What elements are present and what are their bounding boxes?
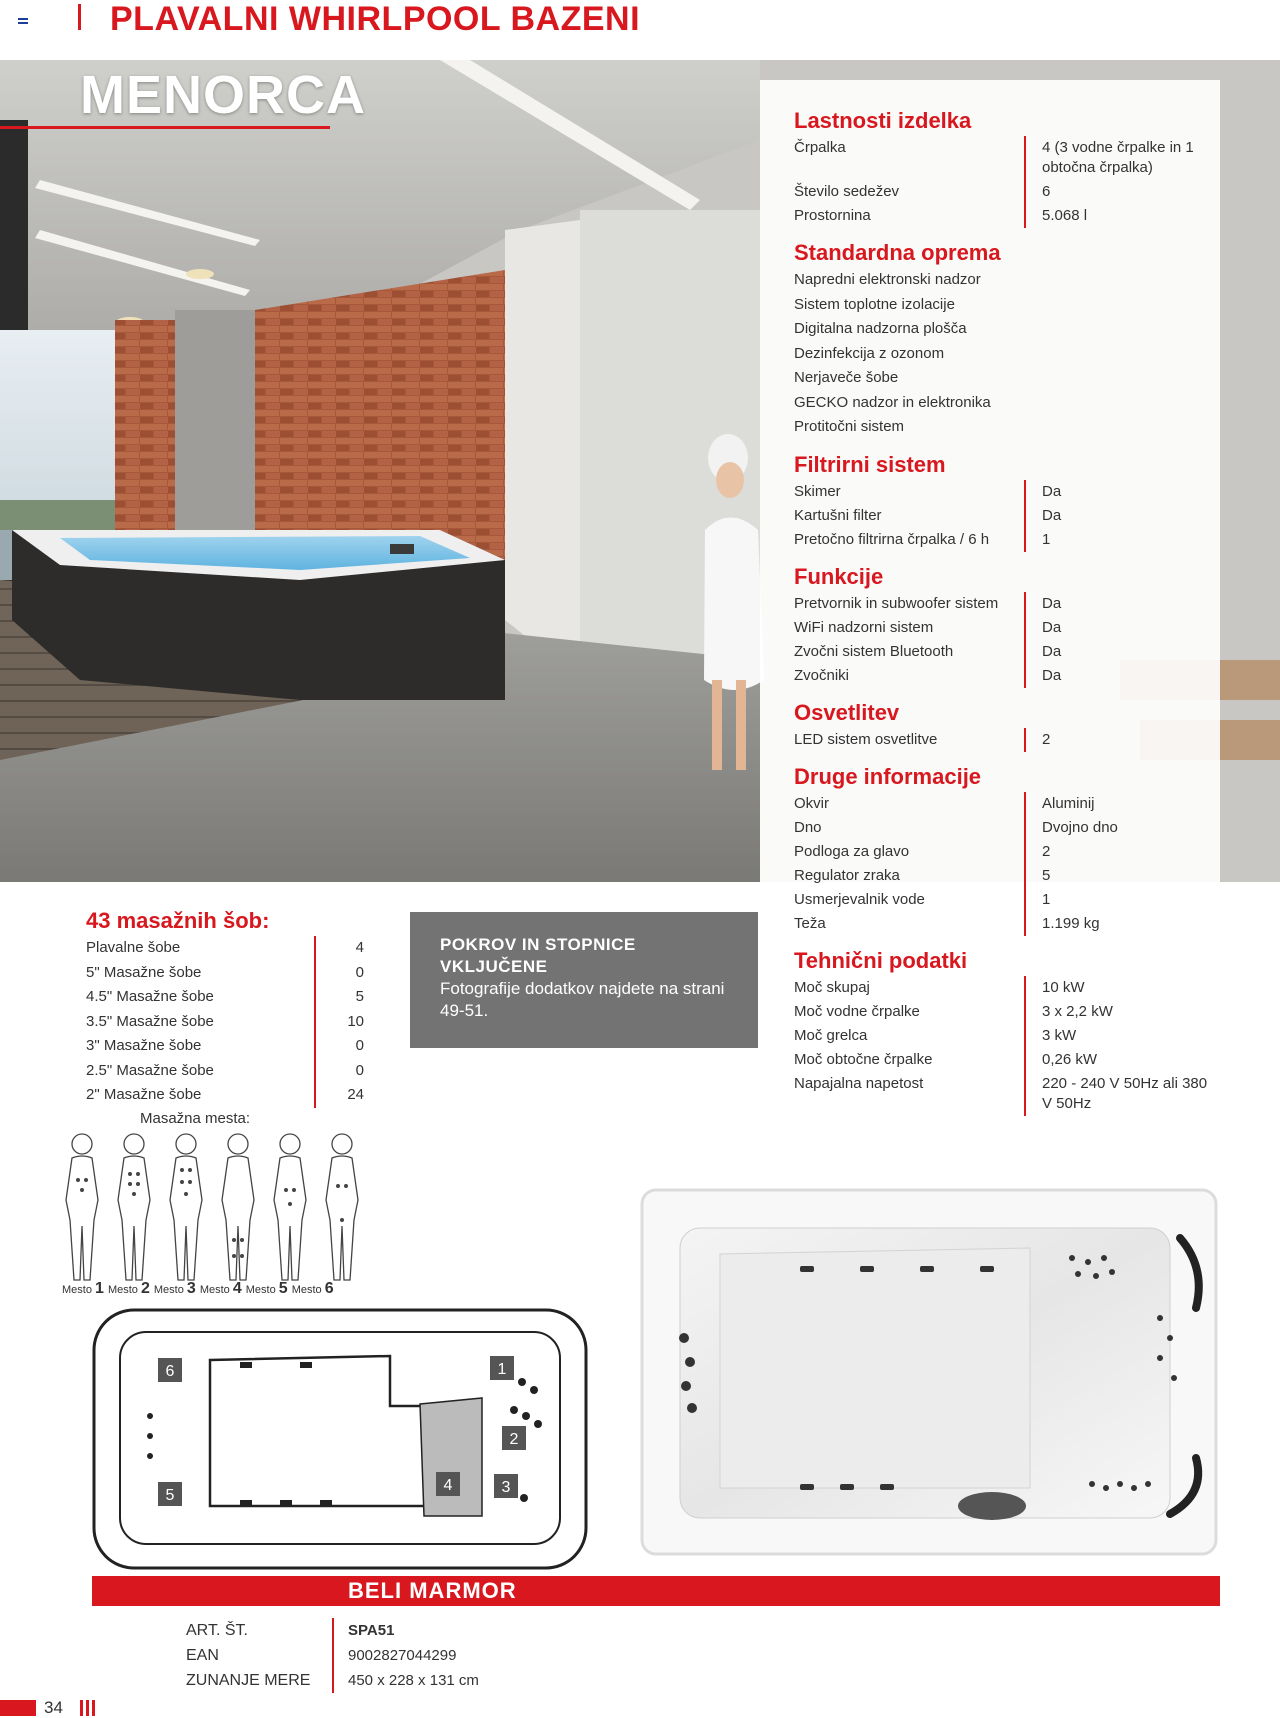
- list-item: Sistem toplotne izolacije: [794, 295, 955, 313]
- jet-row: [86, 961, 366, 986]
- spec-panel: [760, 80, 1220, 1112]
- seat-word: Mesto: [153, 1284, 184, 1296]
- jet-row: [86, 1034, 366, 1059]
- pool-layout-diagram: [90, 1306, 590, 1572]
- jet-key: 2.5" Masažne šobe: [86, 1061, 214, 1079]
- jet-row: [86, 985, 366, 1010]
- jet-value: 0: [314, 1034, 366, 1059]
- jet-value: 10: [314, 1010, 366, 1035]
- article-value: 450 x 228 x 131 cm: [332, 1668, 479, 1693]
- spec-key: Skimer: [794, 482, 841, 500]
- diagram-seat-4: 4: [443, 1477, 453, 1494]
- list-item: GECKO nadzor in elektronika: [794, 393, 991, 411]
- article-key: ZUNANJE MERE: [186, 1672, 311, 1689]
- spec-key: Pretvornik in subwoofer sistem: [794, 594, 999, 612]
- spec-key: Teža: [794, 914, 826, 932]
- spec-value: Dvojno dno: [1024, 816, 1214, 840]
- spec-key: Zvočniki: [794, 666, 850, 684]
- spec-key: Moč skupaj: [794, 978, 870, 996]
- seat-number: 2: [140, 1280, 150, 1297]
- spec-row: [794, 640, 1214, 664]
- spec-row: [794, 504, 1214, 528]
- spec-key: Napajalna napetost: [794, 1074, 924, 1092]
- seat-number: 1: [95, 1280, 104, 1297]
- spec-key: Moč grelca: [794, 1026, 868, 1044]
- jet-value: 4: [314, 936, 366, 961]
- spec-row: [794, 912, 1214, 936]
- jet-key: 5" Masažne šobe: [86, 963, 202, 981]
- cover-title-line1: POKROV IN STOPNICE: [440, 935, 636, 954]
- article-row: [186, 1643, 686, 1668]
- spec-row: [794, 816, 1214, 840]
- spec-key: Pretočno filtrirna črpalka / 6 h: [794, 530, 990, 548]
- spec-value: 3 x 2,2 kW: [1024, 1000, 1214, 1024]
- jet-row: [86, 1083, 366, 1108]
- spec-value: 5.068 l: [1024, 204, 1214, 228]
- spec-value: Da: [1024, 664, 1214, 688]
- spec-row: [794, 976, 1214, 1000]
- article-value: SPA51: [332, 1618, 394, 1643]
- jets-title: 43 masažnih šob:: [86, 908, 270, 933]
- spec-key: Zvočni sistem Bluetooth: [794, 642, 954, 660]
- spec-value: Da: [1024, 592, 1214, 616]
- jet-key: 3.5" Masažne šobe: [86, 1012, 214, 1030]
- body-figures-icon: [52, 1130, 382, 1300]
- jet-key: 4.5" Masažne šobe: [86, 988, 214, 1005]
- seat-word: Mesto: [245, 1284, 276, 1296]
- spec-value: 3 kW: [1024, 1024, 1214, 1048]
- spec-row: [794, 864, 1214, 888]
- spec-value: Da: [1024, 640, 1214, 664]
- spec-key: Moč vodne črpalke: [794, 1002, 920, 1020]
- spec-row: [794, 1024, 1214, 1048]
- spec-value: 220 - 240 V 50Hz ali 380 V 50Hz: [1024, 1072, 1214, 1116]
- article-value: 9002827044299: [332, 1643, 456, 1668]
- massage-seats-label: Masažna mesta:: [140, 1110, 251, 1127]
- spec-key: Prostornina: [794, 207, 871, 224]
- seat-word: Mesto: [107, 1284, 138, 1296]
- seat-word: Mesto: [291, 1284, 322, 1296]
- article-row: [186, 1668, 686, 1693]
- spec-value: Da: [1024, 616, 1214, 640]
- spec-value: 6: [1024, 180, 1214, 204]
- spec-row: [794, 616, 1214, 640]
- diagram-seat-3: 3: [501, 1479, 511, 1496]
- filter-system-title: Filtrirni sistem: [794, 451, 946, 477]
- footer-stripe: [92, 1700, 95, 1716]
- functions-title: Funkcije: [794, 563, 884, 589]
- list-item: Napredni elektronski nadzor: [794, 271, 981, 288]
- spec-value: 2: [1024, 728, 1214, 752]
- spec-row: [794, 840, 1214, 864]
- page-footer: [0, 1698, 1280, 1718]
- footer-stripe: [80, 1700, 83, 1716]
- spec-key: Moč obtočne črpalke: [794, 1050, 933, 1068]
- color-variant-bar: [92, 1576, 1220, 1606]
- seat-number: 5: [278, 1280, 288, 1297]
- jets-list: [86, 908, 366, 1108]
- seat-number: 4: [232, 1280, 242, 1297]
- seat-number: 6: [324, 1280, 334, 1297]
- spec-key: Število sedežev: [794, 183, 900, 200]
- jet-value: 0: [314, 1059, 366, 1084]
- jet-key: 2" Masažne šobe: [86, 1086, 202, 1103]
- jet-row: [86, 936, 366, 961]
- cover-subtitle: Fotografije dodatkov najdete na strani 49-51.: [440, 979, 725, 1020]
- jet-key: Plavalne šobe: [86, 939, 181, 956]
- list-item: Nerjaveče šobe: [794, 369, 899, 386]
- spec-row: [794, 528, 1214, 552]
- other-info-title: Druge informacije: [794, 763, 982, 789]
- spec-value: Da: [1024, 480, 1214, 504]
- article-key: EAN: [186, 1647, 219, 1664]
- spec-value: 1: [1024, 888, 1214, 912]
- diagram-seat-5: 5: [165, 1487, 175, 1504]
- article-info: [186, 1618, 686, 1693]
- spec-row: [794, 728, 1214, 752]
- spec-key: Podloga za glavo: [794, 842, 910, 860]
- header-divider: [78, 4, 81, 30]
- spec-key: Okvir: [794, 794, 829, 812]
- lighting-title: Osvetlitev: [794, 699, 900, 725]
- product-props-title: Lastnosti izdelka: [794, 108, 972, 133]
- spec-key: Kartušni filter: [794, 506, 882, 524]
- spec-row: [794, 204, 1214, 228]
- spec-value: 2: [1024, 840, 1214, 864]
- spec-value: Aluminij: [1024, 792, 1214, 816]
- color-variant-name: BELI MARMOR: [348, 1578, 517, 1603]
- list-item: Digitalna nadzorna plošča: [794, 320, 967, 337]
- spec-value: 1.199 kg: [1024, 912, 1214, 936]
- spec-row: [794, 180, 1214, 204]
- seat-word: Mesto: [62, 1284, 92, 1296]
- diagram-seat-2: 2: [509, 1431, 519, 1448]
- cover-info-box: [410, 912, 758, 1048]
- footer-stripe: [86, 1700, 89, 1716]
- jet-key: 3" Masažne šobe: [86, 1037, 202, 1054]
- spec-value: 4 (3 vodne črpalke in 1 obtočna črpalka): [1024, 136, 1214, 180]
- spec-value: Da: [1024, 504, 1214, 528]
- spec-row: [794, 1000, 1214, 1024]
- article-row: [186, 1618, 686, 1643]
- diagram-seat-1: 1: [497, 1361, 507, 1378]
- article-key: ART. ŠT.: [186, 1622, 248, 1639]
- spec-key: Regulator zraka: [794, 866, 900, 884]
- brand-logo-icon: [18, 18, 28, 26]
- spec-row: [794, 792, 1214, 816]
- model-name: MENORCA: [80, 65, 366, 125]
- spec-row: [794, 1048, 1214, 1072]
- jet-row: [86, 1059, 366, 1084]
- pool-top-view-photo: [640, 1188, 1218, 1556]
- seat-number: 3: [186, 1280, 196, 1297]
- seat-word: Mesto: [199, 1284, 230, 1296]
- diagram-seat-6: 6: [165, 1363, 175, 1380]
- spec-row: [794, 664, 1214, 688]
- spec-key: Dno: [794, 818, 822, 836]
- page-number: 34: [44, 1698, 63, 1717]
- list-item: Dezinfekcija z ozonom: [794, 344, 945, 362]
- seat-labels-row: [62, 1280, 382, 1298]
- spec-value: 10 kW: [1024, 976, 1214, 1000]
- spec-row: [794, 136, 1214, 180]
- spec-key: Črpalka: [794, 139, 846, 156]
- list-item: Protitočni sistem: [794, 418, 905, 435]
- spec-value: 5: [1024, 864, 1214, 888]
- spec-value: 1: [1024, 528, 1214, 552]
- spec-row: [794, 480, 1214, 504]
- jet-value: 24: [314, 1083, 366, 1108]
- jet-row: [86, 1010, 366, 1035]
- jet-value: 0: [314, 961, 366, 986]
- spec-key: LED sistem osvetlitve: [794, 730, 938, 748]
- footer-accent-bar: [0, 1700, 36, 1716]
- spec-key: WiFi nadzorni sistem: [794, 618, 934, 636]
- tech-data-title: Tehnični podatki: [794, 947, 968, 973]
- spec-row: [794, 1072, 1214, 1116]
- page-header: [0, 0, 1280, 60]
- standard-equipment-title: Standardna oprema: [794, 240, 1001, 265]
- cover-title-line2: VKLJUČENE: [440, 957, 548, 976]
- page-title: PLAVALNI WHIRLPOOL BAZENI: [110, 0, 641, 38]
- spec-value: 0,26 kW: [1024, 1048, 1214, 1072]
- jet-value: 5: [314, 985, 366, 1010]
- spec-row: [794, 888, 1214, 912]
- model-underline: [0, 126, 330, 129]
- spec-key: Usmerjevalnik vode: [794, 890, 925, 908]
- spec-row: [794, 592, 1214, 616]
